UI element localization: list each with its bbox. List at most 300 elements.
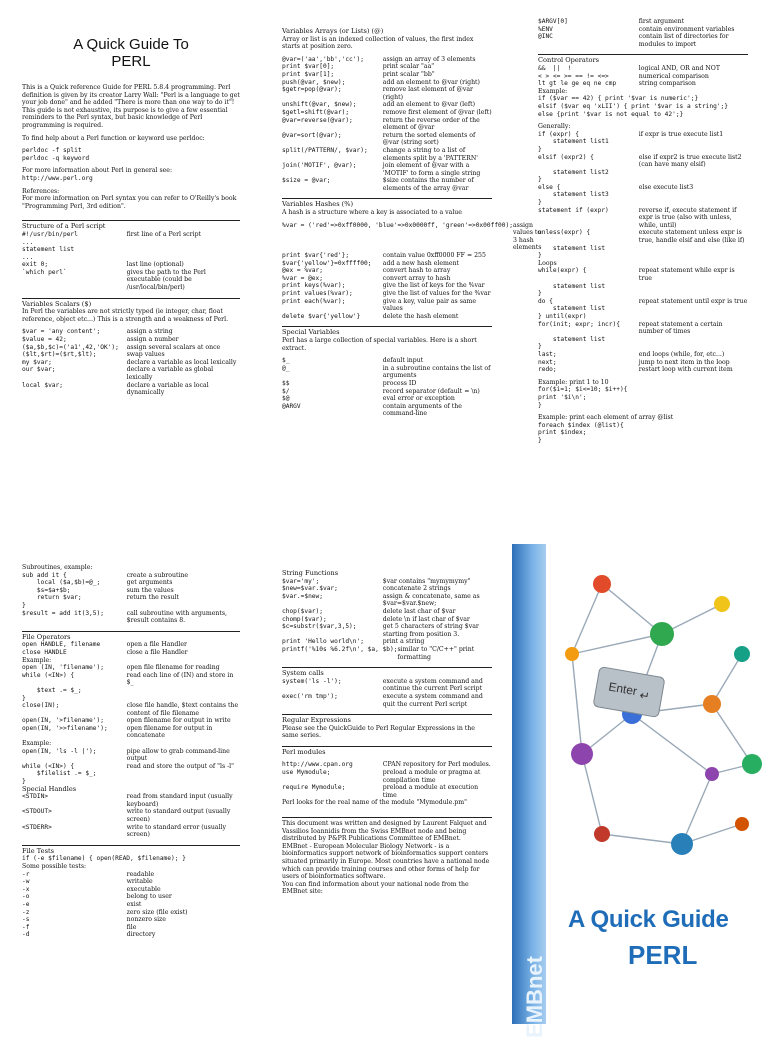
code-cell: while (<IN>) { <box>22 671 75 679</box>
desc-cell: call subroutine with arguments, $result contains 8. <box>126 609 228 625</box>
table-row <box>538 290 748 298</box>
desc-cell: zero size (file exist) <box>126 908 188 916</box>
panel-1 <box>22 28 240 518</box>
desc-cell <box>639 199 748 207</box>
table-row <box>538 313 748 321</box>
text-line: else {print '$var is not equal to 42';} <box>538 110 684 118</box>
code-cell: $c=substr($var,3,5); <box>282 623 357 631</box>
desc-cell: $var contains "mymymymy" <box>382 577 471 585</box>
desc-cell: last line (optional) <box>126 261 184 269</box>
desc-cell: restart loop with current item <box>638 366 733 374</box>
desc-cell <box>127 687 240 695</box>
table-row <box>282 638 492 646</box>
table-row <box>538 351 748 359</box>
code-cell: redo; <box>538 366 557 374</box>
text-line: for($i=1; $i<=10; $i++){ <box>538 386 628 394</box>
example-print-code <box>538 386 748 409</box>
code-cell: print each(%var); <box>282 297 346 305</box>
desc-cell: add an element to @var (right) <box>382 78 480 86</box>
code-cell: $var = 'any content'; <box>22 328 101 336</box>
desc-cell: delete last char of $var <box>382 607 456 615</box>
table-row <box>282 593 492 608</box>
arrays-title: Variables Arrays (or Lists) (@) <box>282 27 384 35</box>
code-cell: -s <box>22 916 30 924</box>
code-cell: statement list <box>538 282 606 290</box>
control-table <box>538 65 748 88</box>
desc-cell: return the result <box>126 594 179 602</box>
table-row <box>22 366 240 381</box>
handles-table <box>22 793 240 839</box>
table-row <box>538 65 748 73</box>
desc-cell: preload a module at execution time <box>382 784 479 799</box>
table-row <box>22 909 240 917</box>
code-cell: last; <box>538 350 557 358</box>
table-row <box>22 808 240 823</box>
desc-cell: concatenate 2 strings <box>382 585 451 593</box>
table-row <box>282 646 492 661</box>
code-cell: <STDOUT> <box>22 808 52 816</box>
tests-sub: Some possible tests: <box>22 862 87 870</box>
desc-cell: swap values <box>126 351 165 359</box>
code-cell: $result = add it(3,5); <box>22 609 104 617</box>
panel-5 <box>282 570 492 1024</box>
table-row <box>282 365 492 380</box>
table-row <box>22 695 240 703</box>
desc-cell: logical AND, OR and NOT <box>638 64 721 72</box>
special-table <box>282 357 492 418</box>
desc-cell: repeat statement while expr is true <box>638 267 735 282</box>
table-row <box>22 246 240 254</box>
generally-table <box>538 131 748 260</box>
code-cell: $value = 42; <box>22 336 67 344</box>
desc-cell: print a string <box>382 638 425 646</box>
modules-title: Perl modules <box>282 747 326 756</box>
text-line: EMBnet - European Molecular Biology Network - is a bioinformatics support network of bioinformatics support centers situated primarily in Europe. Most countries have a national node which can provide training courses and other forms of help for users of bioinformatics software. <box>282 842 490 881</box>
code-cell: do { <box>538 297 553 305</box>
desc-cell <box>127 602 240 610</box>
desc-cell: open filename for output in concatenate <box>126 724 213 740</box>
desc-cell: convert array to hash <box>382 274 451 282</box>
desc-cell: declare a variable as global lexically <box>126 366 214 381</box>
table-row <box>538 184 748 192</box>
structure-table <box>22 231 240 292</box>
text-line: You can find information about your national node from the EMBnet site: <box>282 880 469 896</box>
table-row <box>22 793 240 808</box>
perl-url[interactable]: http://www.perl.org <box>22 174 93 182</box>
text-line: foreach $index (@list){ <box>538 421 624 429</box>
desc-cell: change a string to a list of elements split by a 'PATTERN' <box>382 146 478 162</box>
text-line: perldoc -q keyword <box>22 154 90 162</box>
special-text: Perl has a large collection of special variables. Here is a short extract. <box>282 336 477 352</box>
desc-cell <box>639 252 748 260</box>
text-line: elsif ($var eq 'xLII') { print '$var is a string';} <box>538 102 728 110</box>
code-cell: $filelist .= $_; <box>22 770 97 778</box>
generally-label: Generally: <box>538 123 571 131</box>
code-cell: lt gt le ge eq ne cmp <box>538 80 617 88</box>
table-row <box>282 395 492 403</box>
code-cell: $var{'yellow'}=0xffff00; <box>282 259 372 267</box>
code-cell: push(@var, $new); <box>282 78 346 86</box>
desc-cell: $size contains the number of elements of the array @var <box>382 177 474 192</box>
example-label: Example: <box>538 87 568 95</box>
table-row <box>22 672 240 687</box>
network-illustration <box>512 544 768 904</box>
code-cell: use Mymodule; <box>282 769 331 777</box>
loops-table <box>538 267 748 373</box>
code-cell: ... <box>22 253 34 261</box>
table-row <box>22 824 240 839</box>
desc-cell: assign a number <box>126 336 179 344</box>
desc-cell <box>639 313 748 321</box>
handles-title: Special Handles <box>22 784 77 793</box>
table-row <box>282 578 492 586</box>
desc-cell: executable <box>126 885 161 893</box>
code-cell: elsif (expr2) { <box>538 153 594 161</box>
code-cell: @var=('aa','bb','cc'); <box>282 55 364 63</box>
text-line: print '$i\n'; <box>538 393 587 401</box>
perldoc-intro: To find help about a Perl function or keyword use perldoc: <box>22 134 205 142</box>
code-cell: } <box>538 252 542 260</box>
table-row <box>538 267 748 282</box>
file-table <box>22 641 240 656</box>
table-row <box>22 610 240 625</box>
desc-cell <box>639 245 748 253</box>
table-row <box>22 359 240 367</box>
table-row <box>22 717 240 725</box>
table-row <box>22 572 240 580</box>
code-cell: $ARGV[0] <box>538 18 568 25</box>
table-row <box>538 343 748 351</box>
table-row <box>282 769 492 784</box>
desc-cell: declare a variable as local dynamically <box>126 381 209 397</box>
code-cell: else { <box>538 183 561 191</box>
table-row <box>538 73 748 81</box>
code-cell: print values(%var); <box>282 290 353 297</box>
references-text: For more information on Perl syntax you can refer to O'Reilly's book "Programming Perl, 3rd edition". <box>22 195 237 210</box>
desc-cell: sum the values <box>126 586 174 594</box>
code-cell: open(IN, 'ls -l |'); <box>22 747 97 755</box>
code-cell: $$ <box>282 379 290 387</box>
code-cell: } <box>538 290 542 298</box>
desc-cell <box>639 290 748 298</box>
table-row <box>538 176 748 184</box>
desc-cell <box>127 778 240 786</box>
code-cell: $text .= $_; <box>22 686 82 694</box>
code-cell: print $var[0]; <box>282 63 335 71</box>
desc-cell: create a subroutine <box>126 571 189 579</box>
desc-cell: add a new hash element <box>382 259 460 267</box>
table-row <box>22 231 240 239</box>
table-row <box>538 199 748 207</box>
code-cell: local $var; <box>22 381 63 389</box>
side-band <box>512 544 546 1024</box>
desc-cell <box>127 254 240 262</box>
table-row <box>22 893 240 901</box>
code-cell: next; <box>538 358 557 366</box>
code-cell: } <box>538 145 542 153</box>
table-row <box>282 403 492 418</box>
code-cell: print keys(%var); <box>282 282 346 290</box>
table-row <box>22 336 240 344</box>
code-cell: open(IN, '>>filename'); <box>22 724 108 732</box>
table-row <box>282 63 492 71</box>
table-row <box>538 146 748 154</box>
table-row <box>22 931 240 939</box>
code-cell: <STDERR> <box>22 823 52 831</box>
desc-cell: reverse if, execute statement if expr is true (also with unless, while, until) <box>638 206 737 229</box>
desc-cell: else execute list3 <box>638 183 694 191</box>
table-row <box>282 221 542 252</box>
table-row <box>538 321 748 336</box>
strings-title: String Functions <box>282 569 339 577</box>
table-row <box>22 664 240 672</box>
code-cell: chomp($var); <box>282 615 327 623</box>
table-row <box>22 602 240 610</box>
code-cell: while(expr) { <box>538 267 587 275</box>
desc-cell: return the reverse order of the element of @var <box>382 116 480 132</box>
code-cell: @_ <box>282 364 290 372</box>
table-row <box>22 871 240 879</box>
desc-cell: assign & concatenate, same as $var=$var.$new; <box>382 592 480 608</box>
desc-cell: repeat statement a certain number of times <box>638 320 723 336</box>
desc-cell: default input <box>382 357 424 365</box>
desc-cell: contain arguments of the command-line <box>382 402 462 418</box>
desc-cell <box>127 770 240 778</box>
desc-cell: close file handle, $text contains the content of file filename <box>126 702 239 717</box>
code-cell: -r <box>22 870 30 878</box>
enter-arrow-icon: ↵ <box>638 688 651 704</box>
code-cell: http://www.cpan.org <box>282 761 353 769</box>
table-row <box>282 623 492 638</box>
text-line: This document was written and designed by Laurent Falquet and Vassilios Ioannidis from the Swiss EMBnet node and being distributed by P&PR Publications Committee of EMBnet. <box>282 820 487 843</box>
panel-4 <box>22 564 240 1024</box>
table-row <box>22 924 240 932</box>
desc-cell: assign several scalars at once <box>126 343 221 351</box>
desc-cell: first line of a Perl script <box>126 230 202 238</box>
table-row <box>22 886 240 894</box>
code-cell: ... <box>22 238 34 246</box>
code-cell: -z <box>22 908 30 916</box>
code-cell: exec('rm tmp'); <box>282 692 338 700</box>
code-cell: -d <box>22 931 30 939</box>
hashes-text: A hash is a structure where a key is associated to a value <box>282 209 462 217</box>
table-row <box>538 283 748 291</box>
desc-cell: delete \n if last char of $var <box>382 615 470 623</box>
table-row <box>22 916 240 924</box>
arrays-table <box>282 56 492 193</box>
modules-table <box>282 761 492 799</box>
code-cell: statement list <box>538 244 606 252</box>
file-example: Example: <box>22 656 52 664</box>
code-cell: statement if (expr) <box>538 206 609 214</box>
cover-subtitle: PERL <box>628 940 698 970</box>
desc-cell: get 5 characters of string $var starting from position 3. <box>382 623 479 638</box>
table-row <box>22 344 240 352</box>
file-title: File Operators <box>22 632 71 641</box>
code-cell: delete $var{'yellow'} <box>282 312 361 320</box>
table-row <box>282 388 492 396</box>
code-cell: while (<IN>) { <box>22 762 75 770</box>
code-cell: require Mymodule; <box>282 784 346 792</box>
table-row <box>282 260 492 268</box>
table-row <box>282 56 492 64</box>
table-row <box>282 109 492 117</box>
file-example-2: Example: <box>22 740 52 748</box>
table-row <box>282 117 492 132</box>
code-cell: %var = @ex; <box>282 274 323 282</box>
table-row <box>22 878 240 886</box>
structure-title: Structure of a Perl script <box>22 222 106 231</box>
text-line: perldoc -f split <box>22 147 82 155</box>
desc-cell <box>639 305 748 313</box>
desc-cell: exist <box>126 900 142 908</box>
table-row <box>282 290 492 298</box>
enter-key <box>593 667 665 718</box>
file-table-2 <box>22 664 240 740</box>
table-row <box>282 132 492 147</box>
code-cell: our $var; <box>22 366 56 374</box>
table-row <box>22 351 240 359</box>
code-cell: && || ! <box>538 64 572 72</box>
table-row <box>538 298 748 306</box>
table-row <box>22 328 240 336</box>
desc-cell <box>639 283 748 291</box>
hashes-title: Variables Hashes (%) <box>282 200 354 209</box>
example-code <box>538 95 748 118</box>
table-row <box>282 608 492 616</box>
hashes-table <box>282 221 542 321</box>
table-row <box>282 267 492 275</box>
code-cell: @ARGV <box>282 402 301 410</box>
desc-cell: give the list of keys for the %var <box>382 282 485 290</box>
code-cell: statement list3 <box>538 191 609 199</box>
desc-cell <box>639 191 748 199</box>
table-row <box>22 687 240 695</box>
example-foreach-label: Example: print each element of array @list <box>538 414 674 422</box>
code-cell: statement list <box>538 305 606 313</box>
code-cell: for(init; expr; incr){ <box>538 320 620 328</box>
desc-cell: preload a module or pragma at compilation time <box>382 769 481 784</box>
cover-panel <box>512 544 768 1038</box>
desc-cell: CPAN repository for Perl modules. <box>382 761 491 769</box>
code-cell: $@ <box>282 395 290 403</box>
code-cell: -x <box>22 885 30 893</box>
desc-cell: similar to "C/C++" print formatting <box>397 645 475 661</box>
code-cell: open (IN, 'filename'); <box>22 664 104 672</box>
desc-cell: process ID <box>382 379 417 387</box>
code-cell: close HANDLE <box>22 648 67 656</box>
desc-cell: belong to user <box>126 893 172 901</box>
table-row <box>282 585 492 593</box>
table-row <box>282 784 492 799</box>
desc-cell <box>639 138 748 146</box>
table-row <box>22 594 240 602</box>
credits <box>282 820 492 896</box>
desc-cell: repeat statement until expr is true <box>638 297 748 305</box>
code-cell: -e <box>22 900 30 908</box>
code-cell: $new=$var.$var; <box>282 585 338 593</box>
control-title: Control Operators <box>538 56 600 65</box>
table-row <box>22 763 240 771</box>
table-row <box>22 261 240 269</box>
desc-cell <box>127 695 240 703</box>
desc-cell: assign an array of 3 elements <box>382 55 476 63</box>
table-row <box>282 177 492 192</box>
regex-text: Please see the QuickGuide to Perl Regular Expressions in the same series. <box>282 724 475 740</box>
desc-cell: in a subroutine contains the list of arguments <box>382 364 491 380</box>
table-row <box>538 245 748 253</box>
table-row <box>538 359 748 367</box>
code-cell: $getl=shift(@var); <box>282 108 350 116</box>
desc-cell: give a key, value pair as same values <box>382 297 477 313</box>
table-row <box>282 162 492 177</box>
code-cell: $getr=pop(@var); <box>282 86 342 94</box>
desc-cell: delete the hash element <box>382 312 459 320</box>
code-cell: system('ls -l'); <box>282 677 342 685</box>
code-cell: unless(expr) { <box>538 229 591 237</box>
desc-cell: close a file Handler <box>126 648 188 656</box>
table-row <box>538 191 748 199</box>
table-row <box>282 147 492 162</box>
references-label: References: <box>22 187 60 195</box>
panel-3 <box>538 18 748 523</box>
desc-cell: print scalar "aa" <box>382 63 435 71</box>
code-cell: <STDIN> <box>22 793 49 801</box>
table-row <box>282 252 492 260</box>
table-row <box>538 366 748 374</box>
desc-cell: nonzero size <box>126 916 166 924</box>
special-vars-cont <box>538 18 748 48</box>
tests-title: File Tests <box>22 846 54 855</box>
code-cell: } until(expr) <box>538 312 587 320</box>
perldoc-cmds <box>22 147 240 162</box>
table-row <box>22 901 240 909</box>
table-row <box>22 587 240 595</box>
tests-table <box>22 871 240 939</box>
example-print-label: Example: print 1 to 10 <box>538 378 609 386</box>
table-row <box>282 380 492 388</box>
general-info: For more information about Perl in general see: <box>22 167 173 175</box>
code-cell: ($lt,$rt)=($rt,$lt); <box>22 351 97 359</box>
desc-cell: file <box>126 923 137 931</box>
subs-table <box>22 572 240 625</box>
desc-cell <box>639 176 748 184</box>
code-cell: chop($var); <box>282 607 323 615</box>
code-cell: $var='my'; <box>282 577 320 585</box>
code-cell: open(IN, '>filename'); <box>22 717 104 725</box>
code-cell: $size = @var; <box>282 177 331 185</box>
table-row <box>22 748 240 763</box>
code-cell: print $var{'red'}; <box>282 252 350 260</box>
table-row <box>282 761 492 769</box>
code-cell: < > <= >= == != <=> <box>538 72 609 80</box>
table-row <box>282 79 492 87</box>
code-cell: statement list <box>538 335 606 343</box>
code-cell: `which perl` <box>22 268 67 276</box>
file-table-3 <box>22 748 240 786</box>
code-cell: join('MOTIF', @var); <box>282 162 357 170</box>
table-row <box>22 239 240 247</box>
desc-cell: read and store the output of "ls -l" <box>126 762 234 770</box>
table-row <box>282 313 492 321</box>
code-cell: -w <box>22 878 30 886</box>
guide-title: A Quick Guide To PERL <box>73 36 189 70</box>
desc-cell: gives the path to the Perl executable (could be /usr/local/bin/perl) <box>126 268 206 292</box>
desc-cell: write to standard error (usually screen) <box>126 823 226 839</box>
regex-title: Regular Expressions <box>282 716 351 725</box>
desc-cell: directory <box>126 931 156 939</box>
cover-title: A Quick Guide <box>568 906 729 933</box>
